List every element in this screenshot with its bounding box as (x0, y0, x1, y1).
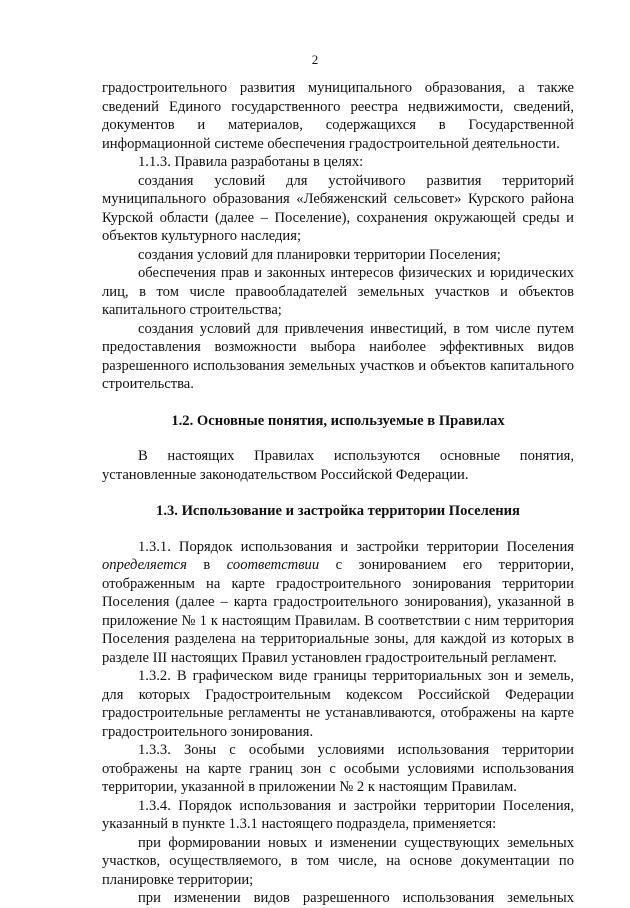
page-number: 2 (311, 52, 319, 67)
italic-text: соответствии (226, 557, 320, 573)
paragraph: 1.3.2. В графическом виде границы территориальных зон и земель, для которых Градостроительным кодексом Российской Федерации градостроительные регламенты не устанавливаются, отображены на карте градостроительного зонирования. (102, 668, 574, 740)
paragraph: создания условий для устойчивого развития территорий муниципального образования «Лебяженский сельсовет» Курского района Курской области (далее – Поселение), сохранения окружающей среды и объектов культурного наследия; (102, 172, 574, 244)
section-heading-1-3: 1.3. Использование и застройка территории Поселения (156, 503, 520, 519)
paragraph: при формировании новых и изменении существующих земельных участков, осуществляемого, в том числе, на основе документации по планировке территории; (102, 834, 574, 888)
paragraph: создания условий для привлечения инвестиций, в том числе путем предоставления возможности выбора наиболее эффективных видов разрешенного использования земельных участков и объектов капитального строительства. (102, 320, 574, 392)
paragraph: В настоящих Правилах используются основные понятия, установленные законодательством Российской Федерации. (102, 448, 574, 483)
paragraph-1-3-1 (102, 538, 574, 668)
paragraph: 1.1.3. Правила разработаны в целях: (138, 154, 364, 170)
section-heading-1-2: 1.2. Основные понятия, используемые в Правилах (171, 412, 505, 429)
paragraph: 1.3.4. Порядок использования и застройки территории Поселения, указанный в пункте 1.3.1 настоящего подраздела, применяется: (102, 797, 574, 832)
document-body (102, 79, 574, 908)
text-span: с зонированием его территории, отображенным на карте градостроительного зонирования территории Поселения (далее – карта градостроительного зонирования), указанной в приложение № 1 к настоящим Правилам. В соответствии с ним территория Поселения разделена на территориальные зоны, для каждой из которых в разделе III настоящих Правил установлен градостроительный регламент. (102, 557, 574, 666)
text-span: в (186, 557, 227, 573)
paragraph: 1.3.3. Зоны с особыми условиями использования территории отображены на карте границ зон с особыми условиями использования территории, указанной в приложении № 2 к настоящим Правилам. (102, 742, 574, 795)
text-span: 1.3.1. Порядок использования и застройки территории Поселения (138, 538, 574, 555)
paragraph: создания условий для планировки территории Поселения; (138, 246, 501, 263)
paragraph: градостроительного развития муниципального образования, а также сведений Единого государственного реестра недвижимости, сведений, документов и материалов, содержащихся в Государственной информационной системе обеспечения градостроительной деятельности. (102, 80, 574, 152)
paragraph: при изменении видов разрешенного использования земельных (138, 890, 574, 906)
paragraph: обеспечения прав и законных интересов физических и юридических лиц, в том числе правообладателей земельных участков и объектов капитального строительства; (102, 265, 574, 318)
italic-text: определяется (102, 557, 187, 573)
